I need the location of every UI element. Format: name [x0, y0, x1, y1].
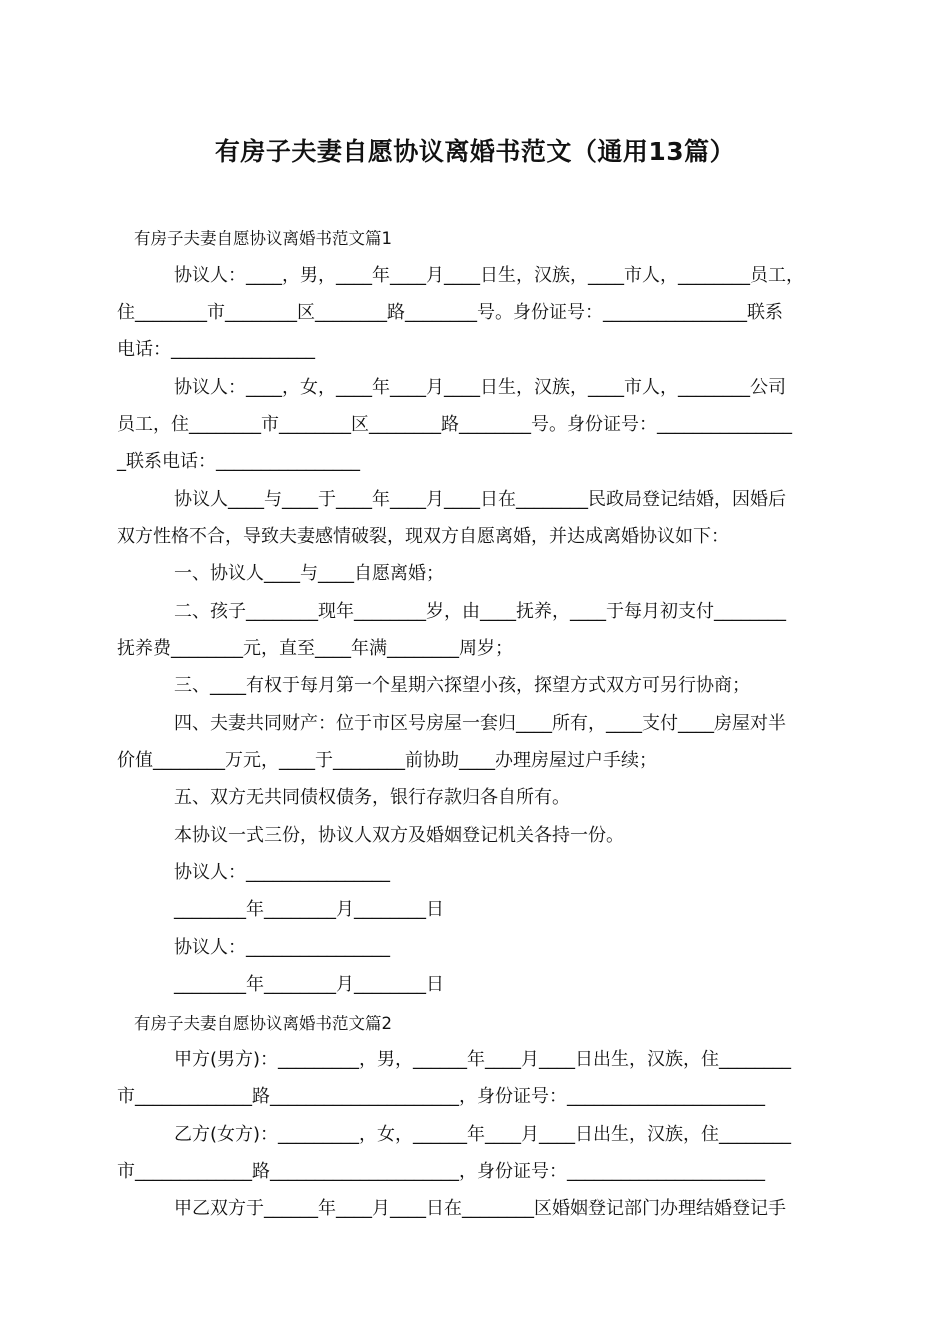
signature-line: 协议人：________________ [174, 937, 390, 958]
paragraph-line: 员工，住________市________区________路________号。身份证号：_______________ [117, 414, 792, 435]
paragraph-line: 乙方(女方)：_________，女，______年____月____日出生，汉族，住________ [174, 1124, 792, 1145]
paragraph-line: 价值________万元，____于________前协助____办理房屋过户手续； [117, 750, 657, 771]
paragraph-line: 市_____________路_____________________，身份证号：______________________ [117, 1161, 765, 1182]
document-title: 有房子夫妻自愿协议离婚书范文（通用13篇） [214, 137, 736, 166]
date-line: ________年________月________日 [174, 899, 444, 920]
paragraph-line: 协议人：____，女，____年____月____日生，汉族，____市人，________公司 [174, 377, 786, 398]
paragraph-line: 五、双方无共同债权债务，银行存款归各自所有。 [174, 787, 570, 808]
paragraph-line: 电话：________________ [117, 339, 315, 360]
section-heading: 有房子夫妻自愿协议离婚书范文篇2 [134, 1014, 392, 1033]
paragraph-line: 协议人____与____于____年____月____日在________民政局登记结婚，因婚后 [174, 489, 786, 510]
paragraph-line: 市_____________路_____________________，身份证号：______________________ [117, 1086, 765, 1107]
date-line: ________年________月________日 [174, 974, 444, 995]
paragraph-line: 二、孩子________现年________岁，由____抚养，____于每月初支付________ [174, 601, 786, 622]
paragraph-line: 四、夫妻共同财产：位于市区号房屋一套归____所有，____支付____房屋对半 [174, 713, 786, 734]
paragraph-line: 协议人：____，男，____年____月____日生，汉族，____市人，________员工， [174, 265, 804, 286]
paragraph-line: 抚养费________元，直至____年满________周岁； [117, 638, 513, 659]
section-heading: 有房子夫妻自愿协议离婚书范文篇1 [134, 229, 392, 248]
signature-line: 协议人：________________ [174, 862, 390, 883]
paragraph-line: 甲方(男方)：_________，男，______年____月____日出生，汉族，住________ [174, 1049, 792, 1070]
paragraph-line: 甲乙双方于______年____月____日在________区婚姻登记部门办理结婚登记手 [174, 1198, 786, 1219]
paragraph-line: 住________市________区________路________号。身份证号：________________联系 [117, 302, 783, 323]
paragraph-line: 三、____有权于每月第一个星期六探望小孩，探望方式双方可另行协商； [174, 675, 750, 696]
paragraph-line: _联系电话：________________ [117, 451, 360, 472]
paragraph-line: 本协议一式三份，协议人双方及婚姻登记机关各持一份。 [174, 825, 624, 846]
paragraph-line: 一、协议人____与____自愿离婚； [174, 563, 444, 584]
paragraph-line: 双方性格不合，导致夫妻感情破裂，现双方自愿离婚，并达成离婚协议如下： [117, 526, 729, 547]
